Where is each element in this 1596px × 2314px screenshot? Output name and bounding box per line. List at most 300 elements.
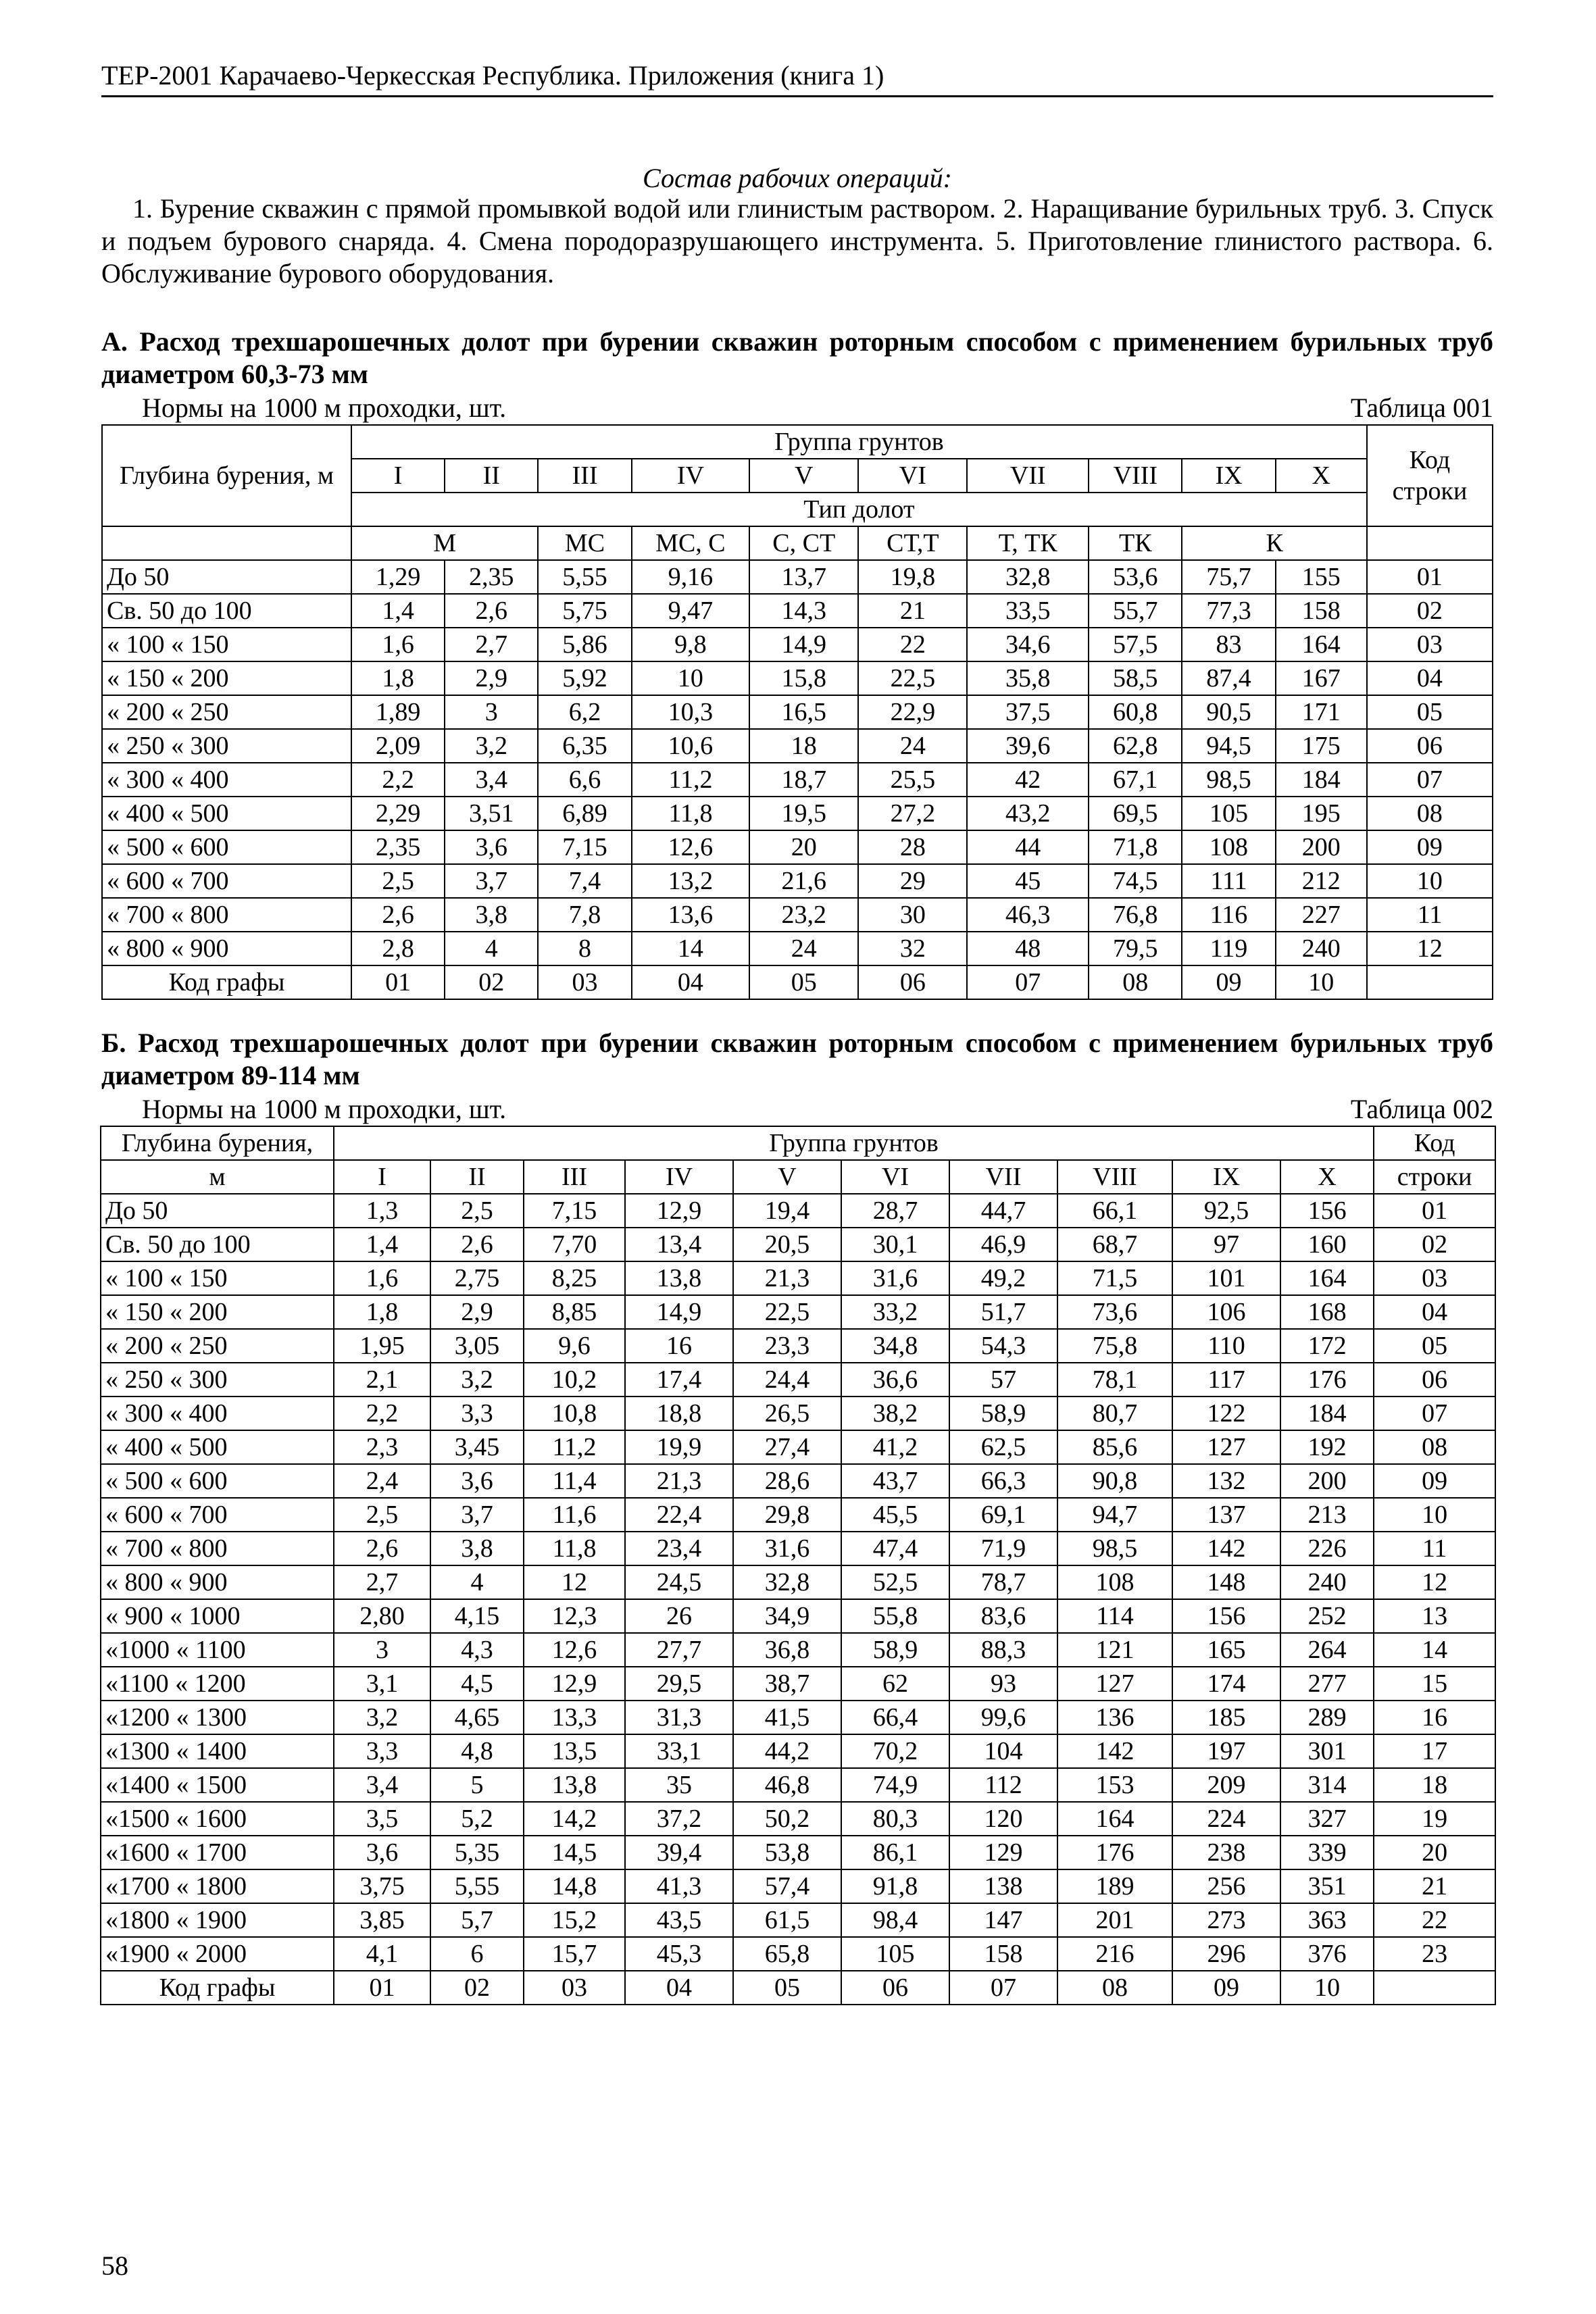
table-row	[102, 661, 1493, 695]
value-cell: 119	[1182, 932, 1275, 965]
value-cell: 3,4	[334, 1768, 430, 1802]
value-cell: 3,1	[334, 1667, 430, 1701]
value-cell: 240	[1280, 1565, 1374, 1599]
value-cell: 93	[949, 1667, 1057, 1701]
value-cell: 3,8	[445, 898, 538, 932]
value-cell: 83,6	[949, 1599, 1057, 1633]
value-cell: 53,6	[1089, 560, 1182, 594]
value-cell: 92,5	[1172, 1194, 1280, 1228]
table-a-code-header: Код строки	[1367, 425, 1493, 526]
table-a-bit-type: ТК	[1089, 526, 1182, 560]
value-cell: 5,92	[538, 661, 631, 695]
value-cell: 4,15	[430, 1599, 524, 1633]
row-code-cell: 06	[1374, 1363, 1495, 1397]
value-cell: 2,9	[445, 661, 538, 695]
value-cell: 7,15	[538, 830, 631, 864]
value-cell: 11,8	[524, 1532, 625, 1565]
value-cell: 176	[1057, 1836, 1172, 1869]
table-row	[102, 864, 1493, 898]
table-a-bit-type: М	[351, 526, 538, 560]
row-code-cell: 05	[1367, 695, 1493, 729]
value-cell: 58,9	[841, 1633, 949, 1667]
value-cell: 27,2	[858, 797, 967, 830]
table-a-bit-type: С, СТ	[749, 526, 858, 560]
value-cell: 28	[858, 830, 967, 864]
row-code-cell: 03	[1374, 1261, 1495, 1295]
value-cell: 12,3	[524, 1599, 625, 1633]
value-cell: 66,4	[841, 1701, 949, 1734]
value-cell: 227	[1276, 898, 1367, 932]
value-cell: 22,4	[625, 1498, 733, 1532]
value-cell: 1,4	[334, 1228, 430, 1261]
value-cell: 66,1	[1057, 1194, 1172, 1228]
value-cell: 256	[1172, 1869, 1280, 1903]
value-cell: 127	[1172, 1430, 1280, 1464]
depth-cell: « 900 « 1000	[101, 1599, 334, 1633]
value-cell: 18,7	[749, 763, 858, 797]
value-cell: 24	[749, 932, 858, 965]
table-row	[101, 1363, 1495, 1397]
value-cell: 116	[1182, 898, 1275, 932]
value-cell: 3,8	[430, 1532, 524, 1565]
table-row	[101, 1532, 1495, 1565]
depth-cell: «1600 « 1700	[101, 1836, 334, 1869]
value-cell: 2,80	[334, 1599, 430, 1633]
value-cell: 58,9	[949, 1397, 1057, 1430]
value-cell: 32,8	[967, 560, 1089, 594]
value-cell: 22,5	[733, 1295, 841, 1329]
value-cell: 176	[1280, 1363, 1374, 1397]
value-cell: 46,3	[967, 898, 1089, 932]
value-cell: 13,4	[625, 1228, 733, 1261]
column-code-cell: 05	[733, 1971, 841, 2005]
column-code-cell: 05	[749, 965, 858, 999]
value-cell: 50,2	[733, 1802, 841, 1836]
value-cell: 2,29	[351, 797, 445, 830]
value-cell: 117	[1172, 1363, 1280, 1397]
row-code-cell: 06	[1367, 729, 1493, 763]
value-cell: 363	[1280, 1903, 1374, 1937]
value-cell: 3,3	[430, 1397, 524, 1430]
value-cell: 14	[632, 932, 750, 965]
value-cell: 13,2	[632, 864, 750, 898]
row-code-cell: 04	[1367, 661, 1493, 695]
table-b-depth-unit: м	[101, 1160, 334, 1194]
value-cell: 85,6	[1057, 1430, 1172, 1464]
table-a	[101, 424, 1493, 1000]
row-code-cell: 07	[1367, 763, 1493, 797]
value-cell: 2,5	[351, 864, 445, 898]
value-cell: 2,6	[334, 1532, 430, 1565]
value-cell: 1,4	[351, 594, 445, 628]
value-cell: 201	[1057, 1903, 1172, 1937]
table-a-label: Таблица 001	[1350, 393, 1493, 423]
depth-cell: « 800 « 900	[102, 932, 351, 965]
table-row	[101, 1768, 1495, 1802]
table-a-group-col: X	[1276, 459, 1367, 493]
value-cell: 33,2	[841, 1295, 949, 1329]
value-cell: 21,3	[625, 1464, 733, 1498]
value-cell: 2,35	[351, 830, 445, 864]
value-cell: 74,5	[1089, 864, 1182, 898]
column-code-cell: 10	[1280, 1971, 1374, 2005]
table-row	[102, 729, 1493, 763]
value-cell: 4,8	[430, 1734, 524, 1768]
value-cell: 4	[445, 932, 538, 965]
row-code-cell: 01	[1367, 560, 1493, 594]
table-row	[101, 1599, 1495, 1633]
value-cell: 3,2	[334, 1701, 430, 1734]
table-a-blank-cell	[1367, 526, 1493, 560]
value-cell: 80,3	[841, 1802, 949, 1836]
table-a-bit-type: МС	[538, 526, 631, 560]
value-cell: 21	[858, 594, 967, 628]
value-cell: 8	[538, 932, 631, 965]
value-cell: 164	[1276, 628, 1367, 661]
value-cell: 57,5	[1089, 628, 1182, 661]
value-cell: 32,8	[733, 1565, 841, 1599]
value-cell: 5,75	[538, 594, 631, 628]
table-a-blank-cell	[102, 526, 351, 560]
value-cell: 105	[1182, 797, 1275, 830]
table-row	[101, 1802, 1495, 1836]
value-cell: 29	[858, 864, 967, 898]
value-cell: 45	[967, 864, 1089, 898]
value-cell: 79,5	[1089, 932, 1182, 965]
value-cell: 14,8	[524, 1869, 625, 1903]
value-cell: 43,2	[967, 797, 1089, 830]
value-cell: 21,6	[749, 864, 858, 898]
value-cell: 14,9	[749, 628, 858, 661]
value-cell: 41,2	[841, 1430, 949, 1464]
table-row	[101, 1937, 1495, 1971]
row-code-cell: 17	[1374, 1734, 1495, 1768]
value-cell: 156	[1280, 1194, 1374, 1228]
row-code-cell: 21	[1374, 1869, 1495, 1903]
value-cell: 71,5	[1057, 1261, 1172, 1295]
table-b-group-col: III	[524, 1160, 625, 1194]
row-code-cell: 12	[1367, 932, 1493, 965]
value-cell: 78,7	[949, 1565, 1057, 1599]
value-cell: 13,8	[625, 1261, 733, 1295]
value-cell: 273	[1172, 1903, 1280, 1937]
table-a-group-col: II	[445, 459, 538, 493]
row-code-cell: 03	[1367, 628, 1493, 661]
value-cell: 4	[430, 1565, 524, 1599]
value-cell: 10,8	[524, 1397, 625, 1430]
value-cell: 26	[625, 1599, 733, 1633]
value-cell: 27,4	[733, 1430, 841, 1464]
table-row	[101, 1397, 1495, 1430]
value-cell: 153	[1057, 1768, 1172, 1802]
value-cell: 13,3	[524, 1701, 625, 1734]
value-cell: 168	[1280, 1295, 1374, 1329]
value-cell: 108	[1182, 830, 1275, 864]
value-cell: 39,4	[625, 1836, 733, 1869]
row-code-cell: 23	[1374, 1937, 1495, 1971]
value-cell: 1,8	[351, 661, 445, 695]
table-a-bit-type: К	[1182, 526, 1366, 560]
value-cell: 2,3	[334, 1430, 430, 1464]
value-cell: 28,6	[733, 1464, 841, 1498]
table-row	[101, 1869, 1495, 1903]
value-cell: 30,1	[841, 1228, 949, 1261]
value-cell: 55,7	[1089, 594, 1182, 628]
value-cell: 48	[967, 932, 1089, 965]
row-code-cell: 05	[1374, 1329, 1495, 1363]
table-row	[102, 898, 1493, 932]
row-code-cell: 07	[1374, 1397, 1495, 1430]
value-cell: 296	[1172, 1937, 1280, 1971]
value-cell: 3,5	[334, 1802, 430, 1836]
value-cell: 155	[1276, 560, 1367, 594]
value-cell: 30	[858, 898, 967, 932]
value-cell: 19,8	[858, 560, 967, 594]
value-cell: 5	[430, 1768, 524, 1802]
value-cell: 174	[1172, 1667, 1280, 1701]
table-b-group-col: IX	[1172, 1160, 1280, 1194]
depth-cell: «1400 « 1500	[101, 1768, 334, 1802]
column-code-cell: 02	[430, 1971, 524, 2005]
value-cell: 2,9	[430, 1295, 524, 1329]
table-b-group-col: X	[1280, 1160, 1374, 1194]
value-cell: 34,8	[841, 1329, 949, 1363]
table-b-group-col: VIII	[1057, 1160, 1172, 1194]
value-cell: 28,7	[841, 1194, 949, 1228]
table-b-group-col: I	[334, 1160, 430, 1194]
value-cell: 14,2	[524, 1802, 625, 1836]
value-cell: 58,5	[1089, 661, 1182, 695]
value-cell: 226	[1280, 1532, 1374, 1565]
table-row	[101, 1194, 1495, 1228]
value-cell: 2,35	[445, 560, 538, 594]
value-cell: 20,5	[733, 1228, 841, 1261]
value-cell: 31,6	[841, 1261, 949, 1295]
depth-cell: « 200 « 250	[101, 1329, 334, 1363]
value-cell: 192	[1280, 1430, 1374, 1464]
value-cell: 1,6	[334, 1261, 430, 1295]
value-cell: 3,2	[430, 1363, 524, 1397]
value-cell: 25,5	[858, 763, 967, 797]
value-cell: 3,6	[445, 830, 538, 864]
value-cell: 252	[1280, 1599, 1374, 1633]
column-code-cell: 04	[625, 1971, 733, 2005]
table-row	[102, 763, 1493, 797]
value-cell: 24,5	[625, 1565, 733, 1599]
value-cell: 4,65	[430, 1701, 524, 1734]
table-a-bit-type: МС, С	[632, 526, 750, 560]
depth-cell: « 400 « 500	[102, 797, 351, 830]
value-cell: 46,9	[949, 1228, 1057, 1261]
depth-cell: « 500 « 600	[102, 830, 351, 864]
value-cell: 105	[841, 1937, 949, 1971]
value-cell: 6,35	[538, 729, 631, 763]
value-cell: 33,1	[625, 1734, 733, 1768]
value-cell: 3,2	[445, 729, 538, 763]
value-cell: 238	[1172, 1836, 1280, 1869]
value-cell: 1,95	[334, 1329, 430, 1363]
value-cell: 17,4	[625, 1363, 733, 1397]
value-cell: 200	[1280, 1464, 1374, 1498]
row-code-cell: 20	[1374, 1836, 1495, 1869]
value-cell: 41,3	[625, 1869, 733, 1903]
value-cell: 16,5	[749, 695, 858, 729]
value-cell: 27,7	[625, 1633, 733, 1667]
value-cell: 97	[1172, 1228, 1280, 1261]
value-cell: 14,3	[749, 594, 858, 628]
value-cell: 158	[949, 1937, 1057, 1971]
value-cell: 7,4	[538, 864, 631, 898]
value-cell: 12,9	[524, 1667, 625, 1701]
value-cell: 22,5	[858, 661, 967, 695]
value-cell: 46,8	[733, 1768, 841, 1802]
row-code-cell: 22	[1374, 1903, 1495, 1937]
value-cell: 98,4	[841, 1903, 949, 1937]
value-cell: 21,3	[733, 1261, 841, 1295]
table-b-code-header-2: строки	[1374, 1160, 1495, 1194]
depth-cell: « 250 « 300	[101, 1363, 334, 1397]
table-b-group-col: VII	[949, 1160, 1057, 1194]
value-cell: 212	[1276, 864, 1367, 898]
value-cell: 88,3	[949, 1633, 1057, 1667]
column-code-cell: 09	[1182, 965, 1275, 999]
row-code-cell: 09	[1367, 830, 1493, 864]
column-code-cell: 07	[949, 1971, 1057, 2005]
value-cell: 83	[1182, 628, 1275, 661]
value-cell: 14,5	[524, 1836, 625, 1869]
column-code-cell: 06	[858, 965, 967, 999]
value-cell: 9,16	[632, 560, 750, 594]
value-cell: 3,45	[430, 1430, 524, 1464]
depth-cell: Св. 50 до 100	[102, 594, 351, 628]
value-cell: 185	[1172, 1701, 1280, 1734]
value-cell: 31,3	[625, 1701, 733, 1734]
value-cell: 9,8	[632, 628, 750, 661]
value-cell: 52,5	[841, 1565, 949, 1599]
value-cell: 78,1	[1057, 1363, 1172, 1397]
row-code-cell: 10	[1367, 864, 1493, 898]
value-cell: 24,4	[733, 1363, 841, 1397]
value-cell: 66,3	[949, 1464, 1057, 1498]
row-code-cell: 12	[1374, 1565, 1495, 1599]
row-code-cell: 08	[1367, 797, 1493, 830]
value-cell: 3,51	[445, 797, 538, 830]
value-cell: 75,8	[1057, 1329, 1172, 1363]
operations-text-body: 1. Бурение скважин с прямой промывкой водой или глинистым раствором. 2. Наращивание бурильных труб. 3. Спуск и подъем бурового снаряда. 4. Смена породоразрушающего инструмента. 5. Приготовление глинистого раствора. 6. Обслуживание бурового оборудования.	[101, 193, 1493, 288]
depth-cell: «1500 « 1600	[101, 1802, 334, 1836]
value-cell: 2,75	[430, 1261, 524, 1295]
value-cell: 8,25	[524, 1261, 625, 1295]
value-cell: 1,6	[351, 628, 445, 661]
value-cell: 98,5	[1182, 763, 1275, 797]
column-code-cell: 07	[967, 965, 1089, 999]
value-cell: 12,6	[524, 1633, 625, 1667]
depth-cell: « 150 « 200	[102, 661, 351, 695]
value-cell: 3,4	[445, 763, 538, 797]
depth-cell: « 700 « 800	[102, 898, 351, 932]
depth-cell: « 100 « 150	[102, 628, 351, 661]
value-cell: 10,6	[632, 729, 750, 763]
value-cell: 2,8	[351, 932, 445, 965]
value-cell: 2,6	[430, 1228, 524, 1261]
value-cell: 13,5	[524, 1734, 625, 1768]
column-code-cell: 01	[351, 965, 445, 999]
value-cell: 67,1	[1089, 763, 1182, 797]
value-cell: 197	[1172, 1734, 1280, 1768]
value-cell: 175	[1276, 729, 1367, 763]
value-cell: 172	[1280, 1329, 1374, 1363]
value-cell: 99,6	[949, 1701, 1057, 1734]
table-a-group-col: VII	[967, 459, 1089, 493]
value-cell: 57,4	[733, 1869, 841, 1903]
value-cell: 43,5	[625, 1903, 733, 1937]
value-cell: 289	[1280, 1701, 1374, 1734]
value-cell: 8,85	[524, 1295, 625, 1329]
value-cell: 12	[524, 1565, 625, 1599]
value-cell: 3,05	[430, 1329, 524, 1363]
row-code-cell: 02	[1374, 1228, 1495, 1261]
value-cell: 101	[1172, 1261, 1280, 1295]
value-cell: 209	[1172, 1768, 1280, 1802]
value-cell: 5,2	[430, 1802, 524, 1836]
value-cell: 2,5	[334, 1498, 430, 1532]
value-cell: 2,6	[351, 898, 445, 932]
depth-cell: « 600 « 700	[101, 1498, 334, 1532]
value-cell: 137	[1172, 1498, 1280, 1532]
value-cell: 2,2	[351, 763, 445, 797]
depth-cell: « 600 « 700	[102, 864, 351, 898]
value-cell: 69,5	[1089, 797, 1182, 830]
value-cell: 18	[749, 729, 858, 763]
value-cell: 165	[1172, 1633, 1280, 1667]
table-a-group-col: VIII	[1089, 459, 1182, 493]
value-cell: 51,7	[949, 1295, 1057, 1329]
row-code-cell: 13	[1374, 1599, 1495, 1633]
table-a-bit-type-header: Тип долот	[351, 493, 1367, 526]
value-cell: 11,6	[524, 1498, 625, 1532]
value-cell: 3,3	[334, 1734, 430, 1768]
value-cell: 69,1	[949, 1498, 1057, 1532]
value-cell: 45,5	[841, 1498, 949, 1532]
value-cell: 301	[1280, 1734, 1374, 1768]
operations-text	[101, 193, 1493, 290]
table-footer-row	[101, 1971, 1495, 2005]
table-row	[101, 1430, 1495, 1464]
table-b	[100, 1126, 1496, 2005]
value-cell: 54,3	[949, 1329, 1057, 1363]
column-code-cell: 04	[632, 965, 750, 999]
value-cell: 3,7	[445, 864, 538, 898]
value-cell: 38,7	[733, 1667, 841, 1701]
table-row	[102, 628, 1493, 661]
value-cell: 3	[445, 695, 538, 729]
depth-cell: Св. 50 до 100	[101, 1228, 334, 1261]
value-cell: 6,89	[538, 797, 631, 830]
value-cell: 49,2	[949, 1261, 1057, 1295]
value-cell: 111	[1182, 864, 1275, 898]
value-cell: 376	[1280, 1937, 1374, 1971]
row-code-cell: 19	[1374, 1802, 1495, 1836]
table-b-norms-line	[142, 1093, 1493, 1126]
value-cell: 314	[1280, 1768, 1374, 1802]
row-code-cell: 11	[1374, 1532, 1495, 1565]
table-row	[101, 1565, 1495, 1599]
value-cell: 142	[1057, 1734, 1172, 1768]
value-cell: 10,3	[632, 695, 750, 729]
value-cell: 86,1	[841, 1836, 949, 1869]
value-cell: 53,8	[733, 1836, 841, 1869]
value-cell: 62,8	[1089, 729, 1182, 763]
